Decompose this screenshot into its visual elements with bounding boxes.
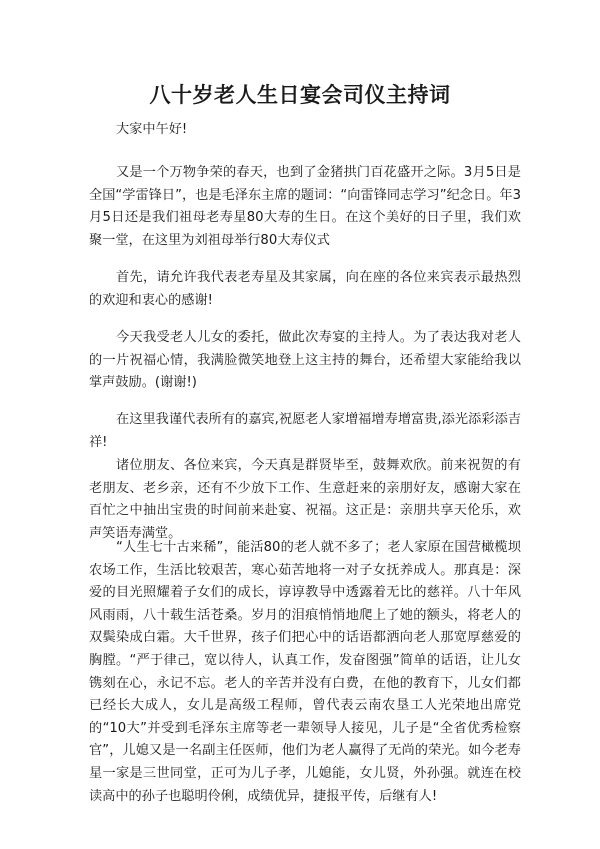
guests-thanks-paragraph: 诸位朋友、各位来宾，今天真是群贤毕至，鼓舞欢欣。前来祝贺的有老朋友、老乡亲，还有不少放下工作、生意赶来的亲朋好友，感谢大家在百忙之中抽出宝贵的时间前来赴宴、祝福。这正是：亲朋共享天伦乐，欢声笑语寿满堂。	[89, 458, 521, 541]
opening-paragraph: 又是一个万物争荣的春天，也到了金猪拱门百花盛开之际。3月5日是全国“学雷锋日”，也是毛泽东主席的题词：“向雷锋同志学习”纪念日。年3月5日还是我们祖母老寿星80大寿的生日。在这个美好的日子里，我们欢聚一堂，在这里为刘祖母举行80大寿仪式	[89, 165, 521, 248]
greeting-paragraph: 大家中午好!	[116, 122, 188, 137]
blessing-paragraph: 在这里我谨代表所有的嘉宾,祝愿老人家增福增寿增富贵,添光添彩添吉祥!	[89, 412, 521, 450]
document-title: 八十岁老人生日宴会司仪主持词	[149, 83, 451, 107]
host-intro-paragraph: 今天我受老人儿女的委托，做此次寿宴的主持人。为了表达我对老人的一片祝福心情，我满脸微笑地登上这主持的舞台，还希望大家能给我以掌声鼓励。(谢谢!)	[89, 330, 521, 391]
welcome-paragraph: 首先，请允许我代表老寿星及其家属，向在座的各位来宾表示最热烈的欢迎和衷心的感谢!	[89, 270, 521, 308]
life-story-paragraph: “人生七十古来稀”，能活80的老人就不多了；老人家原在国营橄榄坝农场工作，生活比较艰苦，寒心茹苦地将一对子女抚养成人。那真是：深爱的目光照耀着子女们的成长，谆谆教导中透露着无比的慈祥。八十年风风雨雨，八十载生活苍桑。岁月的泪痕悄悄地爬上了她的额头，将老人的双鬓染成白霜。大千世界，孩子们把心中的话语都洒向老人那宽厚慈爱的胸膛。“严于律己，宽以待人，认真工作，发奋图强”简单的话语，让儿女镌刻在心，永记不忘。老人的辛苦并没有白费，在他的教育下，儿女们都已经长大成人，女儿是高级工程师，曾代表云南农垦工人光荣地出席党的“10大”并受到毛泽东主席等老一辈领导人接见，儿子是“全省优秀检察官”，儿媳又是一名副主任医师，他们为老人赢得了无尚的荣光。如今老寿星一家是三世同堂，正可为儿子孝，儿媳能，女儿贤，外孙强。就连在校读高中的孙子也聪明伶俐，成绩优异，捷报平传，后继有人!	[89, 540, 521, 804]
